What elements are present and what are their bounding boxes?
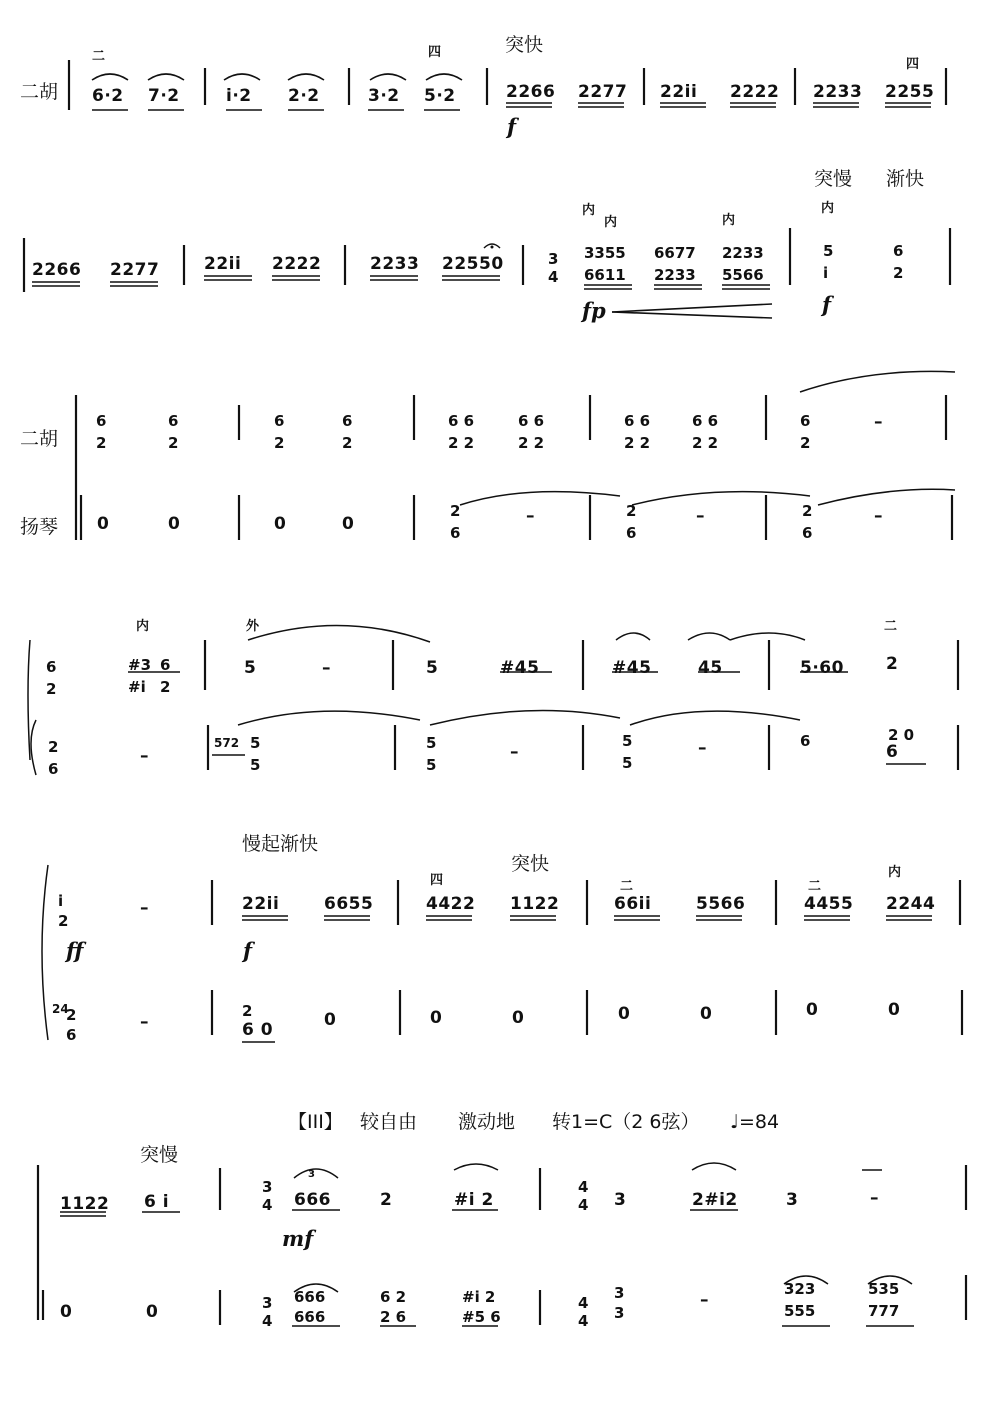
- chord-lower: 6: [48, 760, 59, 778]
- note-group: 2266: [32, 260, 82, 280]
- rest: 0: [430, 1008, 442, 1028]
- triplet-mark: 3: [308, 1169, 315, 1180]
- note-group: 5·2: [424, 86, 456, 106]
- direction-slow-then-faster: 慢起渐快: [242, 833, 319, 855]
- chord-lower: 5: [250, 756, 261, 774]
- dynamic-forte-piano: fp: [582, 298, 606, 323]
- bowing-mark: 二: [620, 879, 634, 894]
- bowing-mark: 外: [246, 619, 260, 634]
- chord-lower: 5: [622, 754, 633, 772]
- chord-upper: 6 6: [518, 412, 545, 430]
- bowing-mark: 四: [430, 873, 444, 888]
- note-group: 1122: [510, 894, 560, 914]
- chord-upper: 6: [46, 658, 57, 676]
- note-group: 5·60: [800, 658, 844, 678]
- chord-lower: 2: [160, 678, 171, 696]
- bowing-mark: 四: [906, 57, 920, 72]
- time-signature-numerator: 4: [578, 1294, 589, 1312]
- time-signature-numerator: 3: [548, 250, 559, 268]
- dynamic-forte: f: [507, 114, 517, 139]
- sustain-dash: –: [700, 1290, 709, 1310]
- chord-upper: 2: [48, 738, 59, 756]
- time-signature-numerator: 3: [262, 1294, 273, 1312]
- chord-upper: 6 6: [692, 412, 719, 430]
- note-group: 6655: [324, 894, 374, 914]
- instrument-label-yangqin: 扬琴: [20, 516, 59, 538]
- chord-lower: 2: [96, 434, 107, 452]
- chord-lower: 555: [784, 1302, 816, 1320]
- sustain-dash: –: [874, 412, 883, 432]
- note-group: 4422: [426, 894, 476, 914]
- chord-upper: 6: [893, 242, 904, 260]
- note-group: #i 2: [454, 1190, 494, 1210]
- tempo-marking: ♩=84: [730, 1111, 780, 1133]
- note-group: 2266: [506, 82, 556, 102]
- direction-sudden-slow: 突慢: [140, 1144, 179, 1166]
- sustain-dash: –: [698, 738, 707, 758]
- time-signature-denominator: 4: [578, 1312, 589, 1330]
- instrument-label-erhu: 二胡: [20, 428, 59, 450]
- chord-upper: 2: [802, 502, 813, 520]
- note-group: 2233: [370, 254, 420, 274]
- chord-upper: 6: [274, 412, 285, 430]
- dynamic-mezzo-forte: mf: [282, 1226, 314, 1251]
- direction-sudden-fast: 突快: [511, 853, 550, 875]
- chord-upper: 6: [800, 732, 811, 750]
- chord-lower: 666: [294, 1308, 326, 1326]
- chord-lower: 2 6: [380, 1308, 407, 1326]
- chord-lower: 2 2: [448, 434, 475, 452]
- bowing-mark: 内: [604, 215, 618, 230]
- note-group: 3: [786, 1190, 799, 1210]
- grace-notes: 572: [214, 736, 240, 750]
- rest: 0: [146, 1302, 158, 1322]
- note-group: 1122: [60, 1194, 110, 1214]
- bowing-mark: 四: [428, 45, 442, 60]
- note-group: 2277: [110, 260, 160, 280]
- rest: 0: [60, 1302, 72, 1322]
- rest: 0: [888, 1000, 900, 1020]
- direction-gradually-faster: 渐快: [886, 168, 925, 190]
- chord-upper: 5: [426, 734, 437, 752]
- instrument-label-erhu: 二胡: [20, 81, 59, 103]
- note-group: 2222: [272, 254, 322, 274]
- chord-lower: 2 2: [624, 434, 651, 452]
- chord-upper: 535: [868, 1280, 900, 1298]
- sustain-dash: –: [696, 506, 705, 526]
- note-group: 2244: [886, 894, 936, 914]
- note-group: 6 0: [242, 1020, 274, 1040]
- chord-upper: 5: [622, 732, 633, 750]
- chord-lower: 6611: [584, 266, 626, 284]
- section-character: 较自由: [360, 1111, 418, 1133]
- bowing-mark: 内: [888, 865, 902, 880]
- sustain-dash: –: [526, 506, 535, 526]
- chord-upper: 2: [626, 502, 637, 520]
- rest: 0: [168, 514, 180, 534]
- rest: 0: [97, 514, 109, 534]
- chord-lower: 2: [342, 434, 353, 452]
- time-signature-denominator: 4: [548, 268, 559, 286]
- note-group: 5: [426, 658, 439, 678]
- time-signature-denominator: 4: [262, 1196, 273, 1214]
- direction-sudden-slow: 突慢: [814, 168, 853, 190]
- note-group: 22ii: [660, 82, 698, 102]
- note-group: 6 i: [144, 1192, 170, 1212]
- note-group: 2277: [578, 82, 628, 102]
- note-group: 2222: [730, 82, 780, 102]
- note-group: 5566: [696, 894, 746, 914]
- bowing-mark: 二: [808, 879, 822, 894]
- chord-upper: 6 6: [448, 412, 475, 430]
- note-group: 22ii: [204, 254, 242, 274]
- note-group: 2·2: [288, 86, 320, 106]
- chord-lower: 5566: [722, 266, 764, 284]
- chord-lower: 5: [426, 756, 437, 774]
- grace-notes: 24: [52, 1002, 69, 1016]
- chord-lower: 3: [614, 1304, 625, 1322]
- note-group: i·2: [226, 86, 252, 106]
- chord-upper: 2: [242, 1002, 253, 1020]
- chord-lower: 2: [46, 680, 57, 698]
- chord-upper: 6 6: [624, 412, 651, 430]
- rest: 0: [274, 514, 286, 534]
- chord-lower: 6: [626, 524, 637, 542]
- rest: 0: [806, 1000, 818, 1020]
- chord-upper: 666: [294, 1288, 326, 1306]
- chord-upper: 5: [250, 734, 261, 752]
- dynamic-fortissimo: ff: [66, 938, 84, 963]
- note-group: 666: [294, 1190, 331, 1210]
- bowing-mark: 内: [722, 213, 736, 228]
- bowing-mark: 二: [92, 49, 106, 64]
- chord-upper: 2: [66, 1006, 77, 1024]
- bowing-mark: 内: [821, 201, 835, 216]
- chord-upper: 6: [96, 412, 107, 430]
- note-group: 3: [614, 1190, 627, 1210]
- time-signature-numerator: 4: [578, 1178, 589, 1196]
- chord-lower: 2233: [654, 266, 696, 284]
- chord-upper: 2: [450, 502, 461, 520]
- sustain-dash: –: [874, 506, 883, 526]
- chord-upper: #i 2: [462, 1288, 496, 1306]
- chord-lower: 2: [274, 434, 285, 452]
- note-group: #45: [500, 658, 540, 678]
- sustain-dash: –: [870, 1188, 879, 1208]
- chord-upper: 6 2: [380, 1288, 407, 1306]
- note-group: 2: [886, 654, 899, 674]
- note-group: #45: [612, 658, 652, 678]
- chord-lower: 2: [168, 434, 179, 452]
- note-group: 45: [698, 658, 723, 678]
- chord-lower: #5 6: [462, 1308, 501, 1326]
- sustain-dash: –: [140, 898, 149, 918]
- sustain-dash: –: [322, 658, 331, 678]
- dynamic-forte: f: [822, 292, 832, 317]
- chord-upper: 6: [800, 412, 811, 430]
- direction-sudden-fast: 突快: [505, 34, 544, 56]
- note-group: 6·2: [92, 86, 124, 106]
- chord-upper: 3355: [584, 244, 626, 262]
- note-group: 2233: [813, 82, 863, 102]
- chord-lower: 2 2: [518, 434, 545, 452]
- chord-upper: 6: [168, 412, 179, 430]
- bowing-mark: 二: [884, 619, 898, 634]
- chord-lower: i: [823, 264, 829, 282]
- note-group: 2: [380, 1190, 393, 1210]
- sustain-dash: –: [510, 742, 519, 762]
- note-group: 6: [886, 742, 899, 762]
- sustain-dash: –: [140, 1012, 149, 1032]
- chord-upper: 6677: [654, 244, 696, 262]
- chord-upper: 2 0: [888, 726, 915, 744]
- note-group: 7·2: [148, 86, 180, 106]
- time-signature-numerator: 3: [262, 1178, 273, 1196]
- chord-upper: 323: [784, 1280, 816, 1298]
- chord-upper: 6: [342, 412, 353, 430]
- chord-lower: #i: [128, 678, 146, 696]
- bowing-mark: 内: [582, 203, 596, 218]
- rest: 0: [512, 1008, 524, 1028]
- chord-upper: 6: [160, 656, 171, 674]
- chord-lower: 6: [66, 1026, 77, 1044]
- note-group: 3·2: [368, 86, 400, 106]
- dynamic-forte: f: [243, 938, 253, 963]
- note-group: 5: [244, 658, 257, 678]
- note-group: 22550: [442, 254, 504, 274]
- chord-upper: 3: [614, 1284, 625, 1302]
- rest: 0: [700, 1004, 712, 1024]
- chord-lower: 777: [868, 1302, 900, 1320]
- chord-upper: 5: [823, 242, 834, 260]
- section-number: 【III】: [288, 1111, 343, 1133]
- section-character: 激动地: [458, 1111, 516, 1133]
- chord-upper: #3: [128, 656, 152, 674]
- chord-lower: 6: [802, 524, 813, 542]
- chord-lower: 2: [893, 264, 904, 282]
- note-group: 22ii: [242, 894, 280, 914]
- rest: 0: [618, 1004, 630, 1024]
- key-change: 转1=C（2 6弦）: [552, 1111, 700, 1133]
- sustain-dash: –: [140, 746, 149, 766]
- time-signature-denominator: 4: [578, 1196, 589, 1214]
- note-group: 2#i2: [692, 1190, 738, 1210]
- time-signature-denominator: 4: [262, 1312, 273, 1330]
- rest: 0: [342, 514, 354, 534]
- note-group: 2255: [885, 82, 935, 102]
- chord-upper: i: [58, 892, 64, 910]
- chord-upper: 2233: [722, 244, 764, 262]
- chord-lower: 2: [800, 434, 811, 452]
- bowing-mark: 内: [136, 619, 150, 634]
- chord-lower: 2 2: [692, 434, 719, 452]
- note-group: 66ii: [614, 894, 652, 914]
- chord-lower: 6: [450, 524, 461, 542]
- chord-lower: 2: [58, 912, 69, 930]
- rest: 0: [324, 1010, 336, 1030]
- note-group: 4455: [804, 894, 854, 914]
